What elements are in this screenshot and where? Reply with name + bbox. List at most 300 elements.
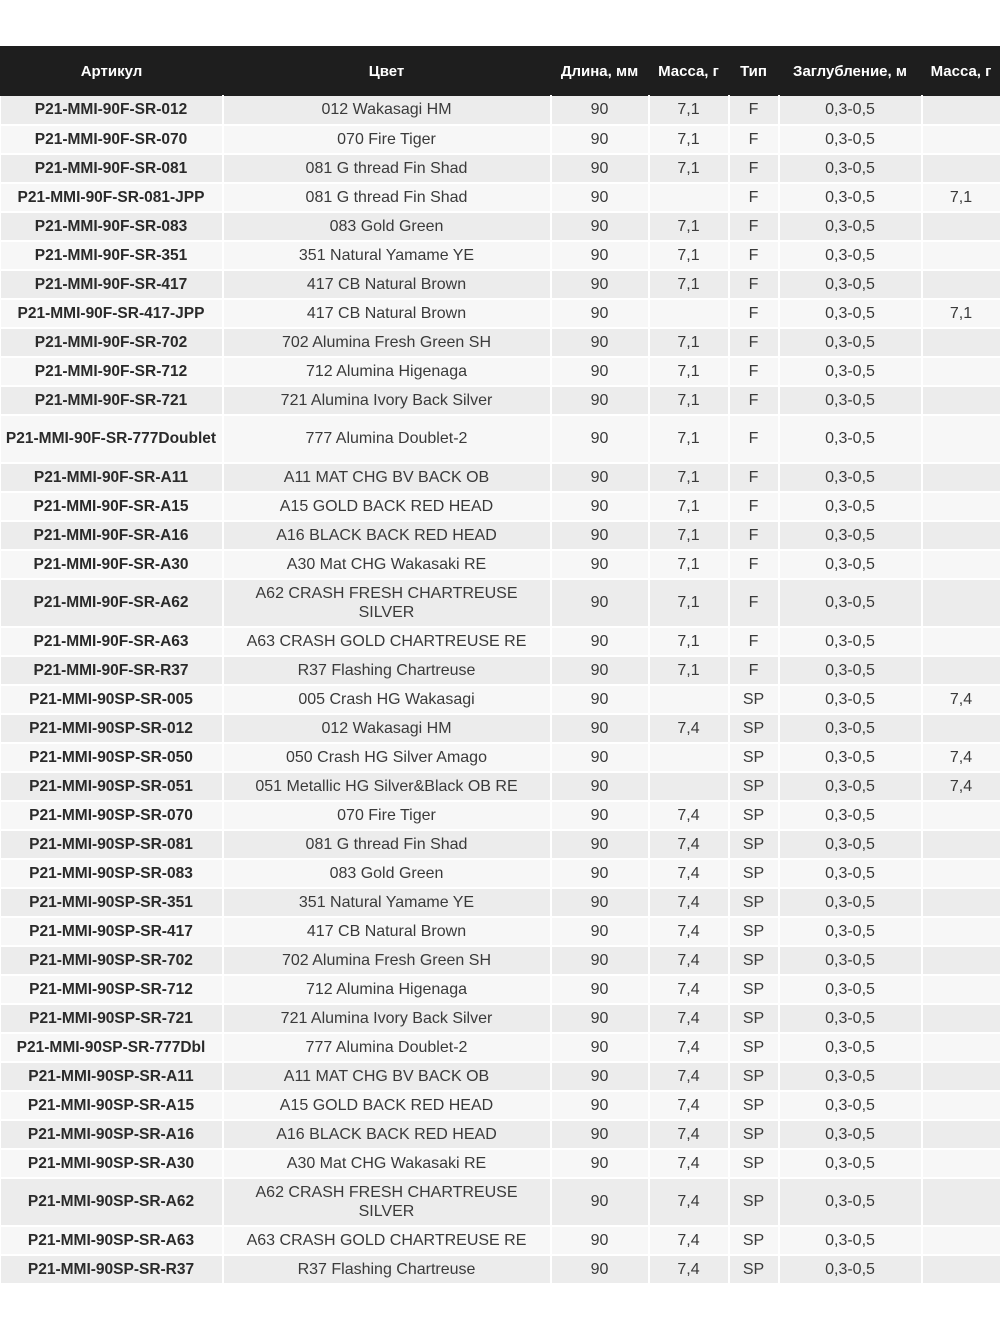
cell-length: 90 — [551, 270, 649, 299]
cell-weight: 7,1 — [649, 492, 729, 521]
cell-article: P21-MMI-90SP-SR-A16 — [1, 1120, 223, 1149]
cell-depth: 0,3-0,5 — [779, 415, 922, 463]
cell-weight-2 — [922, 1120, 1000, 1149]
cell-length: 90 — [551, 1004, 649, 1033]
cell-article: P21-MMI-90F-SR-A63 — [1, 627, 223, 656]
cell-article: P21-MMI-90SP-SR-083 — [1, 859, 223, 888]
cell-depth: 0,3-0,5 — [779, 492, 922, 521]
cell-type: SP — [729, 685, 779, 714]
cell-weight: 7,1 — [649, 241, 729, 270]
cell-depth: 0,3-0,5 — [779, 521, 922, 550]
cell-type: F — [729, 386, 779, 415]
cell-color: A30 Mat CHG Wakasaki RE — [223, 550, 551, 579]
cell-type: SP — [729, 859, 779, 888]
table-row — [1, 685, 1000, 714]
table-row — [1, 975, 1000, 1004]
cell-article: P21-MMI-90SP-SR-005 — [1, 685, 223, 714]
cell-weight-2 — [922, 579, 1000, 627]
cell-article: P21-MMI-90SP-SR-A11 — [1, 1062, 223, 1091]
cell-type: SP — [729, 714, 779, 743]
cell-type: F — [729, 328, 779, 357]
cell-weight: 7,4 — [649, 1226, 729, 1255]
cell-length: 90 — [551, 492, 649, 521]
cell-article: P21-MMI-90F-SR-777Doublet — [1, 415, 223, 463]
header-depth: Заглубление, м — [779, 47, 922, 96]
cell-depth: 0,3-0,5 — [779, 685, 922, 714]
cell-weight: 7,4 — [649, 1062, 729, 1091]
cell-depth: 0,3-0,5 — [779, 183, 922, 212]
table-row — [1, 1178, 1000, 1226]
cell-weight-2 — [922, 627, 1000, 656]
cell-weight-2 — [922, 550, 1000, 579]
cell-length: 90 — [551, 357, 649, 386]
cell-length: 90 — [551, 859, 649, 888]
cell-weight: 7,4 — [649, 859, 729, 888]
table-row — [1, 1120, 1000, 1149]
cell-type: F — [729, 492, 779, 521]
cell-color: 712 Alumina Higenaga — [223, 357, 551, 386]
cell-weight-2 — [922, 1004, 1000, 1033]
cell-color: 721 Alumina Ivory Back Silver — [223, 386, 551, 415]
cell-weight: 7,4 — [649, 917, 729, 946]
cell-weight-2 — [922, 492, 1000, 521]
cell-length: 90 — [551, 627, 649, 656]
table-row — [1, 328, 1000, 357]
cell-depth: 0,3-0,5 — [779, 627, 922, 656]
cell-length: 90 — [551, 714, 649, 743]
table-row — [1, 1149, 1000, 1178]
cell-weight: 7,4 — [649, 1149, 729, 1178]
cell-color: 012 Wakasagi HM — [223, 96, 551, 125]
cell-length: 90 — [551, 1033, 649, 1062]
cell-weight: 7,1 — [649, 550, 729, 579]
cell-weight: 7,4 — [649, 1004, 729, 1033]
cell-type: F — [729, 270, 779, 299]
header-weight: Масса, г — [649, 47, 729, 96]
cell-type: SP — [729, 743, 779, 772]
cell-color: 417 CB Natural Brown — [223, 917, 551, 946]
cell-article: P21-MMI-90SP-SR-070 — [1, 801, 223, 830]
cell-article: P21-MMI-90SP-SR-712 — [1, 975, 223, 1004]
cell-weight: 7,4 — [649, 1091, 729, 1120]
cell-article: P21-MMI-90SP-SR-081 — [1, 830, 223, 859]
cell-weight: 7,4 — [649, 946, 729, 975]
cell-type: F — [729, 415, 779, 463]
cell-depth: 0,3-0,5 — [779, 96, 922, 125]
cell-article: P21-MMI-90SP-SR-417 — [1, 917, 223, 946]
cell-weight-2 — [922, 241, 1000, 270]
cell-article: P21-MMI-90F-SR-712 — [1, 357, 223, 386]
cell-article: P21-MMI-90SP-SR-777Dbl — [1, 1033, 223, 1062]
table-row — [1, 917, 1000, 946]
cell-type: F — [729, 463, 779, 492]
cell-color: A15 GOLD BACK RED HEAD — [223, 1091, 551, 1120]
table-row — [1, 772, 1000, 801]
cell-weight: 7,1 — [649, 579, 729, 627]
cell-article: P21-MMI-90SP-SR-721 — [1, 1004, 223, 1033]
cell-weight-2 — [922, 830, 1000, 859]
cell-length: 90 — [551, 183, 649, 212]
cell-weight-2 — [922, 946, 1000, 975]
cell-length: 90 — [551, 154, 649, 183]
cell-weight: 7,1 — [649, 96, 729, 125]
cell-depth: 0,3-0,5 — [779, 357, 922, 386]
cell-type: F — [729, 212, 779, 241]
cell-length: 90 — [551, 415, 649, 463]
cell-weight-2 — [922, 801, 1000, 830]
cell-length: 90 — [551, 125, 649, 154]
cell-type: F — [729, 125, 779, 154]
cell-length: 90 — [551, 917, 649, 946]
cell-length: 90 — [551, 550, 649, 579]
table-row — [1, 1004, 1000, 1033]
cell-weight-2 — [922, 975, 1000, 1004]
cell-length: 90 — [551, 328, 649, 357]
cell-article: P21-MMI-90SP-SR-050 — [1, 743, 223, 772]
cell-type: F — [729, 579, 779, 627]
cell-length: 90 — [551, 299, 649, 328]
cell-depth: 0,3-0,5 — [779, 299, 922, 328]
header-length: Длина, мм — [551, 47, 649, 96]
cell-article: P21-MMI-90SP-SR-051 — [1, 772, 223, 801]
cell-type: SP — [729, 1255, 779, 1284]
table-row — [1, 550, 1000, 579]
table-row — [1, 299, 1000, 328]
cell-color: 721 Alumina Ivory Back Silver — [223, 1004, 551, 1033]
cell-length: 90 — [551, 212, 649, 241]
cell-weight: 7,1 — [649, 415, 729, 463]
cell-article: P21-MMI-90F-SR-012 — [1, 96, 223, 125]
table-row — [1, 521, 1000, 550]
cell-article: P21-MMI-90F-SR-R37 — [1, 656, 223, 685]
cell-color: 081 G thread Fin Shad — [223, 830, 551, 859]
cell-weight: 7,1 — [649, 270, 729, 299]
cell-article: P21-MMI-90F-SR-A11 — [1, 463, 223, 492]
cell-article: P21-MMI-90SP-SR-012 — [1, 714, 223, 743]
cell-type: F — [729, 96, 779, 125]
table-row — [1, 743, 1000, 772]
cell-weight — [649, 183, 729, 212]
cell-type: SP — [729, 1091, 779, 1120]
table-row — [1, 830, 1000, 859]
cell-weight-2 — [922, 212, 1000, 241]
cell-article: P21-MMI-90F-SR-081-JPP — [1, 183, 223, 212]
cell-weight-2 — [922, 1178, 1000, 1226]
cell-color: 051 Metallic HG Silver&Black OB RE — [223, 772, 551, 801]
cell-depth: 0,3-0,5 — [779, 1149, 922, 1178]
cell-depth: 0,3-0,5 — [779, 743, 922, 772]
cell-article: P21-MMI-90F-SR-A15 — [1, 492, 223, 521]
cell-weight-2 — [922, 386, 1000, 415]
cell-color: 702 Alumina Fresh Green SH — [223, 328, 551, 357]
table-row — [1, 579, 1000, 627]
cell-weight-2: 7,1 — [922, 183, 1000, 212]
cell-length: 90 — [551, 1255, 649, 1284]
cell-color: 083 Gold Green — [223, 212, 551, 241]
cell-weight — [649, 772, 729, 801]
table-row — [1, 1033, 1000, 1062]
cell-type: SP — [729, 1033, 779, 1062]
cell-weight: 7,4 — [649, 714, 729, 743]
cell-article: P21-MMI-90F-SR-070 — [1, 125, 223, 154]
cell-article: P21-MMI-90F-SR-A62 — [1, 579, 223, 627]
cell-article: P21-MMI-90F-SR-081 — [1, 154, 223, 183]
cell-type: SP — [729, 1120, 779, 1149]
cell-depth: 0,3-0,5 — [779, 1062, 922, 1091]
cell-weight: 7,1 — [649, 386, 729, 415]
cell-color: 712 Alumina Higenaga — [223, 975, 551, 1004]
cell-color: 081 G thread Fin Shad — [223, 154, 551, 183]
cell-depth: 0,3-0,5 — [779, 1178, 922, 1226]
cell-depth: 0,3-0,5 — [779, 328, 922, 357]
cell-type: F — [729, 521, 779, 550]
cell-article: P21-MMI-90SP-SR-R37 — [1, 1255, 223, 1284]
cell-length: 90 — [551, 1178, 649, 1226]
cell-length: 90 — [551, 975, 649, 1004]
cell-weight-2 — [922, 1091, 1000, 1120]
cell-weight: 7,4 — [649, 1033, 729, 1062]
cell-color: A63 CRASH GOLD CHARTREUSE RE — [223, 1226, 551, 1255]
table-row — [1, 801, 1000, 830]
cell-article: P21-MMI-90SP-SR-351 — [1, 888, 223, 917]
cell-color: 070 Fire Tiger — [223, 125, 551, 154]
cell-type: F — [729, 550, 779, 579]
cell-depth: 0,3-0,5 — [779, 1120, 922, 1149]
cell-length: 90 — [551, 743, 649, 772]
cell-weight-2 — [922, 96, 1000, 125]
cell-weight — [649, 685, 729, 714]
cell-type: F — [729, 656, 779, 685]
cell-color: 070 Fire Tiger — [223, 801, 551, 830]
cell-length: 90 — [551, 888, 649, 917]
table-row — [1, 357, 1000, 386]
cell-article: P21-MMI-90SP-SR-702 — [1, 946, 223, 975]
cell-article: P21-MMI-90F-SR-351 — [1, 241, 223, 270]
cell-depth: 0,3-0,5 — [779, 386, 922, 415]
cell-weight: 7,1 — [649, 328, 729, 357]
cell-article: P21-MMI-90F-SR-417-JPP — [1, 299, 223, 328]
table-row — [1, 714, 1000, 743]
cell-color: A62 CRASH FRESH CHARTREUSE SILVER — [223, 579, 551, 627]
cell-weight-2 — [922, 656, 1000, 685]
cell-color: A30 Mat CHG Wakasaki RE — [223, 1149, 551, 1178]
cell-length: 90 — [551, 579, 649, 627]
cell-weight: 7,4 — [649, 830, 729, 859]
header-article: Артикул — [1, 47, 223, 96]
cell-color: A11 MAT CHG BV BACK OB — [223, 1062, 551, 1091]
cell-color: 702 Alumina Fresh Green SH — [223, 946, 551, 975]
cell-color: A11 MAT CHG BV BACK OB — [223, 463, 551, 492]
cell-depth: 0,3-0,5 — [779, 772, 922, 801]
cell-color: 081 G thread Fin Shad — [223, 183, 551, 212]
cell-type: SP — [729, 1062, 779, 1091]
cell-depth: 0,3-0,5 — [779, 154, 922, 183]
cell-weight-2 — [922, 859, 1000, 888]
cell-weight: 7,1 — [649, 656, 729, 685]
cell-depth: 0,3-0,5 — [779, 1226, 922, 1255]
cell-depth: 0,3-0,5 — [779, 270, 922, 299]
cell-weight-2 — [922, 463, 1000, 492]
cell-weight-2 — [922, 917, 1000, 946]
table-row — [1, 386, 1000, 415]
cell-length: 90 — [551, 521, 649, 550]
cell-depth: 0,3-0,5 — [779, 830, 922, 859]
cell-type: SP — [729, 772, 779, 801]
cell-color: 417 CB Natural Brown — [223, 299, 551, 328]
table-row — [1, 656, 1000, 685]
product-table — [0, 46, 1000, 1285]
table-body — [1, 96, 1000, 1284]
cell-type: F — [729, 627, 779, 656]
cell-weight-2 — [922, 1149, 1000, 1178]
cell-weight-2 — [922, 1226, 1000, 1255]
cell-depth: 0,3-0,5 — [779, 241, 922, 270]
table-row — [1, 463, 1000, 492]
cell-length: 90 — [551, 1091, 649, 1120]
cell-article: P21-MMI-90F-SR-702 — [1, 328, 223, 357]
cell-color: A62 CRASH FRESH CHARTREUSE SILVER — [223, 1178, 551, 1226]
cell-type: SP — [729, 946, 779, 975]
table-row — [1, 241, 1000, 270]
table-row — [1, 492, 1000, 521]
cell-color: 351 Natural Yamame YE — [223, 241, 551, 270]
cell-weight: 7,1 — [649, 627, 729, 656]
cell-weight-2 — [922, 888, 1000, 917]
cell-length: 90 — [551, 772, 649, 801]
cell-weight: 7,4 — [649, 975, 729, 1004]
cell-weight — [649, 299, 729, 328]
cell-article: P21-MMI-90F-SR-721 — [1, 386, 223, 415]
table-row — [1, 96, 1000, 125]
cell-depth: 0,3-0,5 — [779, 1033, 922, 1062]
cell-color: 012 Wakasagi HM — [223, 714, 551, 743]
cell-length: 90 — [551, 1120, 649, 1149]
table-row — [1, 270, 1000, 299]
header-weight-2: Масса, г — [922, 47, 1000, 96]
cell-depth: 0,3-0,5 — [779, 463, 922, 492]
cell-weight: 7,4 — [649, 1255, 729, 1284]
cell-weight-2 — [922, 415, 1000, 463]
cell-type: SP — [729, 1004, 779, 1033]
cell-weight-2 — [922, 714, 1000, 743]
cell-weight: 7,4 — [649, 888, 729, 917]
cell-depth: 0,3-0,5 — [779, 125, 922, 154]
cell-depth: 0,3-0,5 — [779, 1091, 922, 1120]
cell-length: 90 — [551, 801, 649, 830]
cell-length: 90 — [551, 386, 649, 415]
cell-length: 90 — [551, 656, 649, 685]
cell-depth: 0,3-0,5 — [779, 975, 922, 1004]
table-row — [1, 946, 1000, 975]
cell-color: 083 Gold Green — [223, 859, 551, 888]
cell-depth: 0,3-0,5 — [779, 917, 922, 946]
cell-depth: 0,3-0,5 — [779, 212, 922, 241]
cell-color: 351 Natural Yamame YE — [223, 888, 551, 917]
cell-weight-2: 7,4 — [922, 772, 1000, 801]
cell-weight: 7,1 — [649, 357, 729, 386]
cell-depth: 0,3-0,5 — [779, 888, 922, 917]
cell-type: SP — [729, 1178, 779, 1226]
cell-color: R37 Flashing Chartreuse — [223, 656, 551, 685]
cell-weight-2: 7,4 — [922, 743, 1000, 772]
cell-depth: 0,3-0,5 — [779, 946, 922, 975]
table-row — [1, 415, 1000, 463]
cell-article: P21-MMI-90SP-SR-A30 — [1, 1149, 223, 1178]
cell-weight-2 — [922, 125, 1000, 154]
cell-article: P21-MMI-90F-SR-A30 — [1, 550, 223, 579]
cell-article: P21-MMI-90F-SR-417 — [1, 270, 223, 299]
cell-type: SP — [729, 1226, 779, 1255]
cell-weight: 7,1 — [649, 521, 729, 550]
cell-weight-2: 7,1 — [922, 299, 1000, 328]
cell-color: 050 Crash HG Silver Amago — [223, 743, 551, 772]
cell-length: 90 — [551, 685, 649, 714]
table-row — [1, 627, 1000, 656]
header-type: Тип — [729, 47, 779, 96]
cell-article: P21-MMI-90F-SR-083 — [1, 212, 223, 241]
cell-depth: 0,3-0,5 — [779, 656, 922, 685]
cell-type: SP — [729, 975, 779, 1004]
cell-weight-2 — [922, 1033, 1000, 1062]
table-row — [1, 183, 1000, 212]
cell-length: 90 — [551, 96, 649, 125]
cell-weight-2: 7,4 — [922, 685, 1000, 714]
cell-color: 417 CB Natural Brown — [223, 270, 551, 299]
cell-type: SP — [729, 830, 779, 859]
header-color: Цвет — [223, 47, 551, 96]
cell-type: F — [729, 183, 779, 212]
cell-depth: 0,3-0,5 — [779, 801, 922, 830]
cell-length: 90 — [551, 830, 649, 859]
table-row — [1, 154, 1000, 183]
cell-type: F — [729, 154, 779, 183]
cell-weight: 7,4 — [649, 1178, 729, 1226]
cell-article: P21-MMI-90F-SR-A16 — [1, 521, 223, 550]
cell-color: A16 BLACK BACK RED HEAD — [223, 1120, 551, 1149]
table-row — [1, 1226, 1000, 1255]
cell-type: F — [729, 241, 779, 270]
table-row — [1, 888, 1000, 917]
cell-article: P21-MMI-90SP-SR-A63 — [1, 1226, 223, 1255]
cell-color: R37 Flashing Chartreuse — [223, 1255, 551, 1284]
table-row — [1, 125, 1000, 154]
header-row — [1, 47, 1000, 96]
cell-length: 90 — [551, 1062, 649, 1091]
cell-weight: 7,1 — [649, 212, 729, 241]
table-header — [1, 47, 1000, 96]
cell-weight: 7,4 — [649, 801, 729, 830]
cell-weight: 7,4 — [649, 1120, 729, 1149]
cell-type: F — [729, 357, 779, 386]
table-row — [1, 859, 1000, 888]
product-table-container — [0, 46, 1000, 1285]
cell-color: 777 Alumina Doublet-2 — [223, 415, 551, 463]
table-row — [1, 212, 1000, 241]
cell-length: 90 — [551, 946, 649, 975]
cell-depth: 0,3-0,5 — [779, 1004, 922, 1033]
cell-weight-2 — [922, 1062, 1000, 1091]
cell-weight — [649, 743, 729, 772]
cell-weight: 7,1 — [649, 154, 729, 183]
table-row — [1, 1062, 1000, 1091]
cell-depth: 0,3-0,5 — [779, 1255, 922, 1284]
cell-depth: 0,3-0,5 — [779, 550, 922, 579]
cell-weight-2 — [922, 154, 1000, 183]
cell-color: A16 BLACK BACK RED HEAD — [223, 521, 551, 550]
cell-type: F — [729, 299, 779, 328]
cell-length: 90 — [551, 1149, 649, 1178]
cell-color: A63 CRASH GOLD CHARTREUSE RE — [223, 627, 551, 656]
